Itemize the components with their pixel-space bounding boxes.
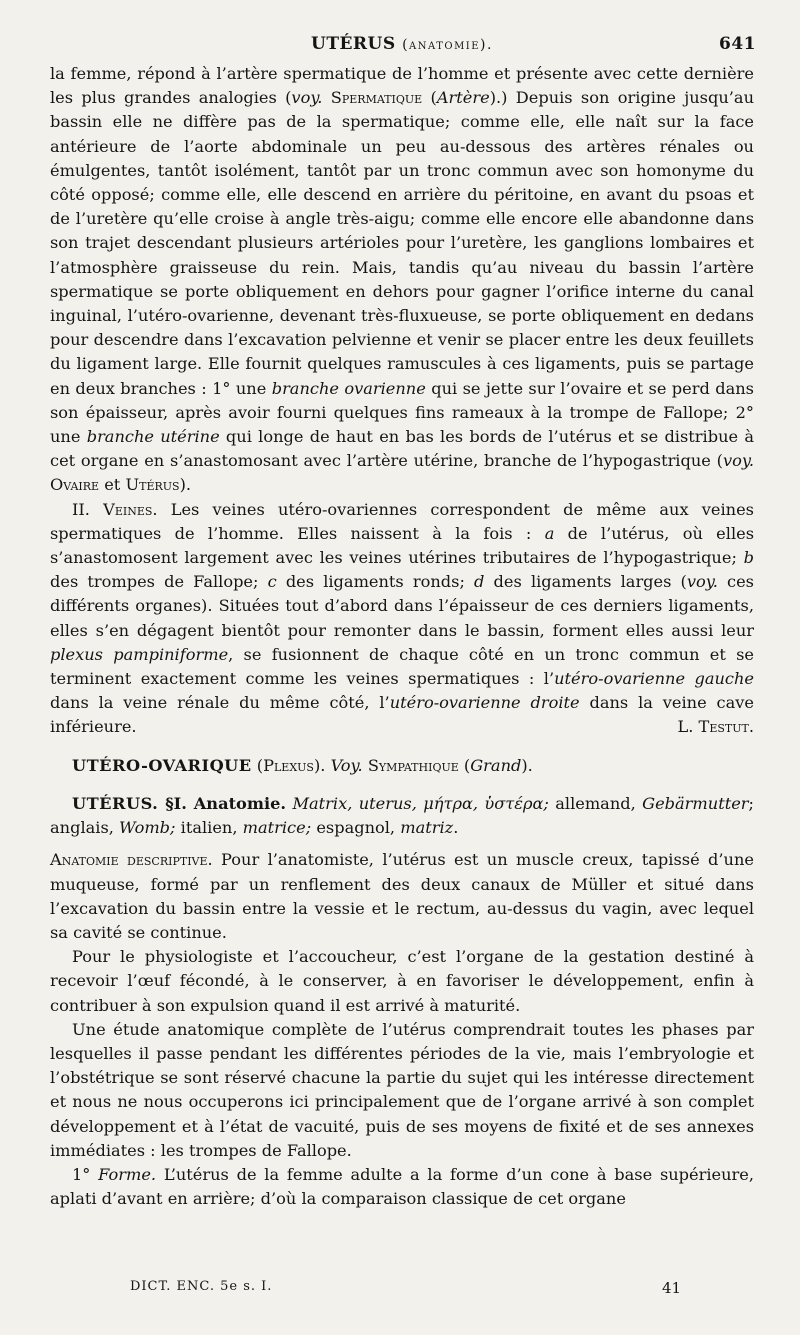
cross-ref-spermatique: Spermatique bbox=[330, 88, 423, 108]
text-run: de l’utérus, où elles s’anastomosent largement avec les veines utérines tributaires de l’hypogastrique; bbox=[50, 523, 755, 568]
subheading-plexus: Plexus bbox=[263, 755, 314, 775]
text-run: ces différents organes). Situées tout d’abord dans l’épaisseur de ces derniers ligaments, elles s’en dégagent bientôt pour remonter dans le bassin, forment elles aussi leur bbox=[50, 572, 754, 640]
text-run: ( bbox=[458, 755, 471, 775]
voy-ref: Voy. bbox=[330, 755, 363, 775]
text-run: des trompes de Fallope; bbox=[50, 572, 268, 592]
enum-b: b bbox=[743, 548, 754, 568]
entry-heading-uterus: UTÉRUS. bbox=[72, 793, 159, 813]
entry-uterus bbox=[50, 792, 754, 840]
text-run: la femme, répond à l’artère spermatique de l’homme et présente avec cette dernière les plus grandes analogies ( bbox=[50, 64, 754, 108]
term-utero-ovarienne-droite: utéro-ovarienne droite bbox=[389, 693, 580, 713]
text-run: ). bbox=[313, 755, 331, 775]
text-run: ). bbox=[179, 475, 192, 495]
text-run: L’utérus de la femme adulte a la forme d’un cone à base supérieure, aplati d’avant en arrière; d’où la comparaison classique de cet organe bbox=[50, 1164, 755, 1209]
text-run: ( bbox=[251, 755, 264, 775]
text-run: des ligaments larges ( bbox=[484, 572, 687, 592]
paragraph-physiologiste bbox=[50, 945, 754, 1018]
section-label-veines: II. Veines. bbox=[72, 499, 158, 519]
spanish-name: matriz bbox=[400, 818, 454, 838]
latin-greek-names: Matrix, uterus, μήτρα, ὑστέρα; bbox=[286, 793, 549, 813]
voy-ref: voy. bbox=[686, 572, 718, 592]
text-run: . bbox=[453, 818, 459, 838]
subsection-label-forme: Forme. bbox=[98, 1164, 157, 1184]
article-body bbox=[50, 62, 754, 1211]
term-plexus-pampiniforme: plexus pampiniforme bbox=[50, 644, 229, 664]
running-title-main: UTÉRUS bbox=[311, 34, 396, 54]
italian-name: matrice; bbox=[242, 818, 312, 838]
voy-ref: voy. bbox=[722, 451, 754, 471]
text-run: Pour l’anatomiste, l’utérus est un muscle creux, tapissé d’une muqueuse, formé par un renflement des deux canaux de Müller et situé dans l’excavation du bassin entre la vessie et le rectum, au-dessus du vagin, avec lequel sa cavité se continue. bbox=[50, 850, 754, 942]
paragraph-forme bbox=[50, 1163, 754, 1211]
text-run: espagnol, bbox=[311, 818, 401, 838]
text-run: qui se jette sur l’ovaire et se perd dans son épaisseur, après avoir fourni quelques fins rameaux à la trompe de Fallope; 2° une bbox=[50, 378, 754, 447]
cross-ref-uterus: Utérus bbox=[125, 475, 180, 495]
german-name: Gebärmutter bbox=[642, 793, 749, 813]
text-run: dans la veine rénale du même côté, l’ bbox=[50, 693, 390, 713]
text-run: Pour le physiologiste et l’accoucheur, c’est l’organe de la gestation destiné à recevoir l’œuf fécondé, à le conserver, à en favoriser le développement, enfin à contribuer à son expulsion quand il est arrivé à maturité. bbox=[50, 947, 754, 1015]
text-run: italien, bbox=[175, 818, 243, 838]
running-title-sub: (anatomie). bbox=[402, 37, 493, 53]
section-label-anatomie-descriptive: Anatomie descriptive. bbox=[50, 850, 213, 870]
entry-utero-ovarique bbox=[50, 754, 754, 778]
text-run: , se fusionnent de chaque côté en un tronc commun et se terminent exactement comme les veines spermatiques : l’ bbox=[50, 644, 754, 689]
running-title bbox=[50, 34, 754, 54]
paragraph-veins bbox=[50, 498, 754, 740]
printer-signature-mark: DICT. ENC. 5e s. I. bbox=[130, 1279, 273, 1294]
voy-ref: voy. bbox=[291, 88, 323, 108]
author-signature: L. Testut. bbox=[677, 717, 754, 737]
text-run: qui longe de haut en bas les bords de l’utérus et se distribue à cet organe en s’anastomosant avec l’artère utérine, branche de l’hypogastrique ( bbox=[50, 427, 754, 471]
running-header bbox=[50, 30, 754, 62]
text-run: Les veines utéro-ovariennes correspondent de même aux veines spermatiques de l’homme. Elles naissent à la fois : bbox=[50, 499, 754, 543]
cross-ref-artere: Artère bbox=[436, 88, 490, 108]
paragraph-artery: la femme, répond à l’artère spermatique de l’homme et présente avec cette dernière les plus grandes analogies (voy. Spermatique (Artère).) Depuis son origine jusqu’au bassin elle ne diffère pas de la spermatique; comme elle, elle naît sur la face antérieure de l’aorte abdominale un peu au-dessous des artères rénales ou émulgentes, tantôt isolément, tantôt par un tronc commun avec son homonyme du côté opposé; comme elle, elle descend en arrière du péritoine, en avant du psoas et de l’uretère qu’elle croise à angle très-aigu; comme elle encore elle abandonne dans son trajet descendant plusieurs artérioles pour l’uretère, les ganglions lombaires et l’atmosphère graisseuse du rein. Mais, tandis qu’au niveau du bassin l’artère spermatique se porte obliquement en dehors pour gagner l’orifice interne du canal inguinal, l’utéro-ovarienne, devenant très-fluxueuse, se porte obliquement en dedans pour descendre dans l’excavation pelvienne et venir se placer entre les deux feuillets du ligament large. Elle fournit quelques ramuscules à ces ligaments, puis se partage en deux branches : 1° une branche ovarienne qui se jette sur l’ovaire et se perd dans son épaisseur, après avoir fourni quelques fins rameaux à la trompe de Fallope; 2° une branche utérine qui longe de haut en bas les bords de l’utérus et se distribue à cet organe en s’anastomosant avec l’artère utérine, branche de l’hypogastrique (voy. Ovaire et Utérus). bbox=[50, 64, 754, 495]
cross-ref-sympathique: Sympathique bbox=[367, 755, 459, 775]
text-run: ; anglais, bbox=[50, 793, 754, 838]
term-branche-uterine: branche utérine bbox=[86, 427, 220, 447]
text-run: Une étude anatomique complète de l’utérus comprendrait toutes les phases par lesquelles il passe pendant les différentes périodes de la vie, mais l’embryologie et l’obstétrique se sont réservé chacune la partie du sujet qui les intéresse directement et nous ne nous occuperons ici principalement que de l’organe arrivé à son complet développement et à l’état de vacuité, puis de ses moyens de fixité et de ses annexes immédiates : les trompes de Fallope. bbox=[50, 1019, 754, 1160]
enum-c: c bbox=[267, 572, 277, 592]
cross-ref-grand: Grand bbox=[470, 755, 522, 775]
paragraph-anatomie-descriptive bbox=[50, 848, 754, 945]
text-run: et bbox=[99, 475, 126, 495]
section-heading-anatomie: §I. Anatomie. bbox=[158, 793, 287, 813]
term-utero-ovarienne-gauche: utéro-ovarienne gauche bbox=[554, 669, 754, 689]
enum-d: d bbox=[474, 572, 485, 592]
text-run: des ligaments ronds; bbox=[276, 572, 475, 592]
sheet-number: 41 bbox=[662, 1279, 682, 1297]
entry-heading-utero-ovarique: UTÉRO-OVARIQUE bbox=[72, 755, 252, 775]
text-run: ).) Depuis son origine jusqu’au bassin elle ne diffère pas de la spermatique; comme elle, elle naît sur la face antérieure de l’aorte abdominale un peu au-dessous des artères rénales ou émulgentes, tantôt isolément, tantôt par un tronc commun avec son homonyme du côté opposé; comme elle, elle descend en arrière du péritoine, en avant du psoas et de l’uretère qu’elle croise à angle très-aigu; comme elle encore elle abandonne dans son trajet descendant plusieurs artérioles pour l’uretère, les ganglions lombaires et l’atmosphère graisseuse du rein. Mais, tandis qu’au niveau du bassin l’artère spermatique se porte obliquement en dehors pour gagner l’orifice interne du canal inguinal, l’utéro-ovarienne, devenant très-fluxueuse, se porte obliquement en dedans pour descendre dans l’excavation pelvienne et venir se placer entre les deux feuillets du ligament large. Elle fournit quelques ramuscules à ces ligaments, puis se partage en deux branches : 1° une bbox=[50, 88, 754, 398]
term-branche-ovarienne: branche ovarienne bbox=[271, 378, 426, 398]
page-number: 641 bbox=[719, 34, 756, 54]
text-run: allemand, bbox=[548, 793, 643, 813]
cross-ref-ovaire: Ovaire bbox=[50, 475, 100, 495]
text-run: dans la veine cave inférieure. bbox=[50, 693, 754, 737]
text-run: ). bbox=[521, 755, 533, 775]
english-name: Womb; bbox=[119, 818, 176, 838]
list-number: 1° bbox=[72, 1164, 99, 1184]
enum-a: a bbox=[544, 523, 555, 543]
paragraph-etude bbox=[50, 1018, 754, 1163]
